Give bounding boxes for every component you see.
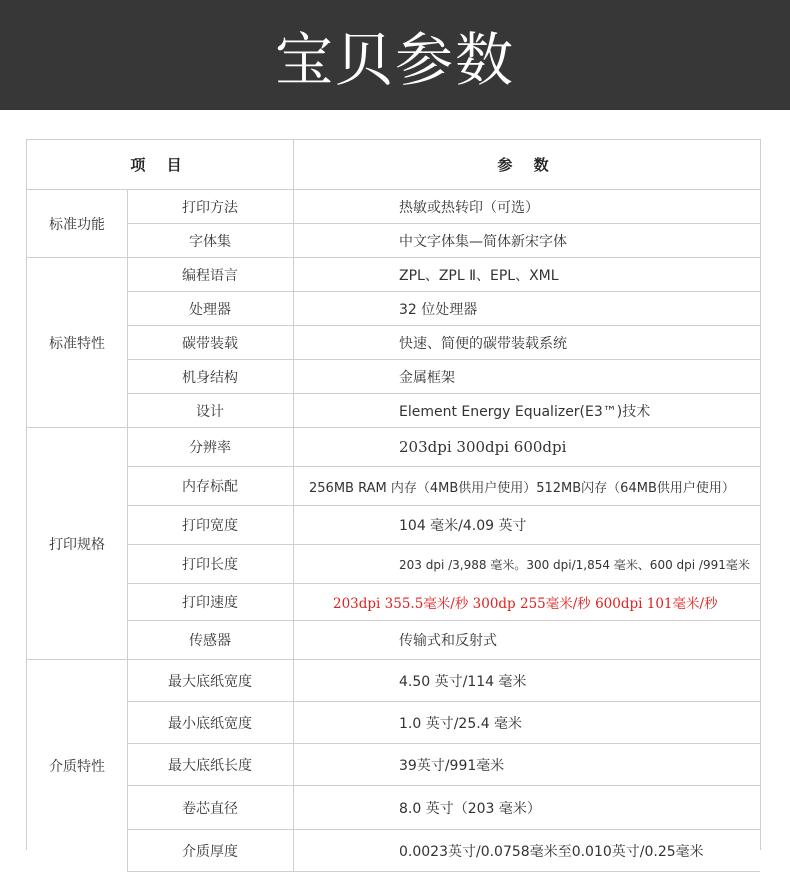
spec-value: 中文字体集—简体新宋字体 <box>399 233 567 250</box>
spec-value: 4.50 英寸/114 毫米 <box>399 673 527 690</box>
grid-line <box>293 786 294 829</box>
spec-value: 203 dpi /3,988 毫米。300 dpi/1,854 毫米、600 dpi /991毫米 <box>399 557 750 572</box>
grid-line <box>293 326 294 359</box>
spec-value: 热敏或热转印（可选） <box>399 199 539 216</box>
page-title: 宝贝参数 <box>274 26 515 94</box>
spec-name: 分辨率 <box>189 440 231 456</box>
spec-name: 介质厚度 <box>182 843 238 860</box>
spec-value: 金属框架 <box>399 369 455 386</box>
spec-name: 打印方法 <box>182 199 238 216</box>
spec-value: 39英寸/991毫米 <box>399 757 505 774</box>
spec-name: 最大底纸宽度 <box>168 673 252 690</box>
spec-name: 编程语言 <box>182 267 238 284</box>
grid-line <box>293 660 294 701</box>
grid-line <box>127 786 128 829</box>
header-item: 项 目 <box>130 156 190 174</box>
grid-line <box>127 258 128 291</box>
grid-line <box>127 467 128 505</box>
spec-table <box>26 139 761 860</box>
spec-category: 标准功能 <box>49 216 105 233</box>
spec-value: ZPL、ZPL Ⅱ、EPL、XML <box>399 267 559 284</box>
grid-line <box>127 394 128 427</box>
grid-line <box>293 360 294 393</box>
grid-line <box>293 224 294 257</box>
grid-line <box>293 621 294 659</box>
spec-value: 32 位处理器 <box>399 301 478 318</box>
spec-name: 设计 <box>196 403 224 420</box>
grid-line <box>293 394 294 427</box>
spec-name: 最小底纸宽度 <box>168 715 252 732</box>
spec-category: 介质特性 <box>49 758 105 775</box>
grid-line <box>127 224 128 257</box>
spec-value: 1.0 英寸/25.4 毫米 <box>399 715 523 732</box>
spec-value: 203dpi 355.5毫米/秒 300dp 255毫米/秒 600dpi 101毫米/秒 <box>333 596 718 612</box>
title-banner <box>0 0 790 110</box>
grid-line <box>127 292 128 325</box>
spec-name: 最大底纸长度 <box>168 757 252 774</box>
grid-line <box>127 545 128 583</box>
spec-value: 传输式和反射式 <box>399 633 497 649</box>
spec-value: 256MB RAM 内存（4MB供用户使用）512MB闪存（64MB供用户使用） <box>309 480 735 496</box>
spec-name: 字体集 <box>189 233 231 250</box>
grid-line <box>127 190 128 223</box>
spec-category: 标准特性 <box>49 335 105 352</box>
spec-name: 内存标配 <box>182 479 238 495</box>
grid-line <box>127 506 128 544</box>
grid-line <box>293 744 294 785</box>
spec-value: 8.0 英寸（203 毫米） <box>399 800 541 817</box>
grid-line <box>127 428 128 466</box>
spec-name: 传感器 <box>189 633 231 649</box>
grid-line <box>293 467 294 505</box>
spec-name: 打印长度 <box>182 557 238 573</box>
grid-line <box>293 506 294 544</box>
grid-line <box>293 190 294 223</box>
grid-line <box>127 621 128 659</box>
grid-line <box>127 702 128 743</box>
grid-line <box>293 258 294 291</box>
spec-value: 快速、简便的碳带装载系统 <box>399 335 567 352</box>
grid-line <box>293 830 294 871</box>
grid-line <box>127 584 128 620</box>
spec-value: 104 毫米/4.09 英寸 <box>399 518 527 534</box>
spec-category: 打印规格 <box>49 536 105 553</box>
grid-line <box>293 140 294 189</box>
grid-line <box>127 660 128 701</box>
grid-line <box>127 326 128 359</box>
spec-name: 卷芯直径 <box>182 800 238 817</box>
spec-value: 0.0023英寸/0.0758毫米至0.010英寸/0.25毫米 <box>399 843 704 860</box>
grid-line <box>293 545 294 583</box>
spec-name: 机身结构 <box>182 369 238 386</box>
spec-name: 处理器 <box>189 301 231 318</box>
grid-line <box>127 360 128 393</box>
grid-line <box>293 702 294 743</box>
spec-name: 打印宽度 <box>182 518 238 534</box>
spec-value: Element Energy Equalizer(E3™)技术 <box>399 403 651 420</box>
header-param: 参 数 <box>497 156 557 174</box>
grid-line <box>127 830 128 871</box>
spec-value: 203dpi 300dpi 600dpi <box>399 438 567 456</box>
spec-name: 打印速度 <box>182 595 238 611</box>
grid-line <box>293 292 294 325</box>
grid-line <box>127 744 128 785</box>
grid-line <box>293 428 294 466</box>
grid-line <box>293 584 294 620</box>
spec-name: 碳带装载 <box>182 335 238 352</box>
